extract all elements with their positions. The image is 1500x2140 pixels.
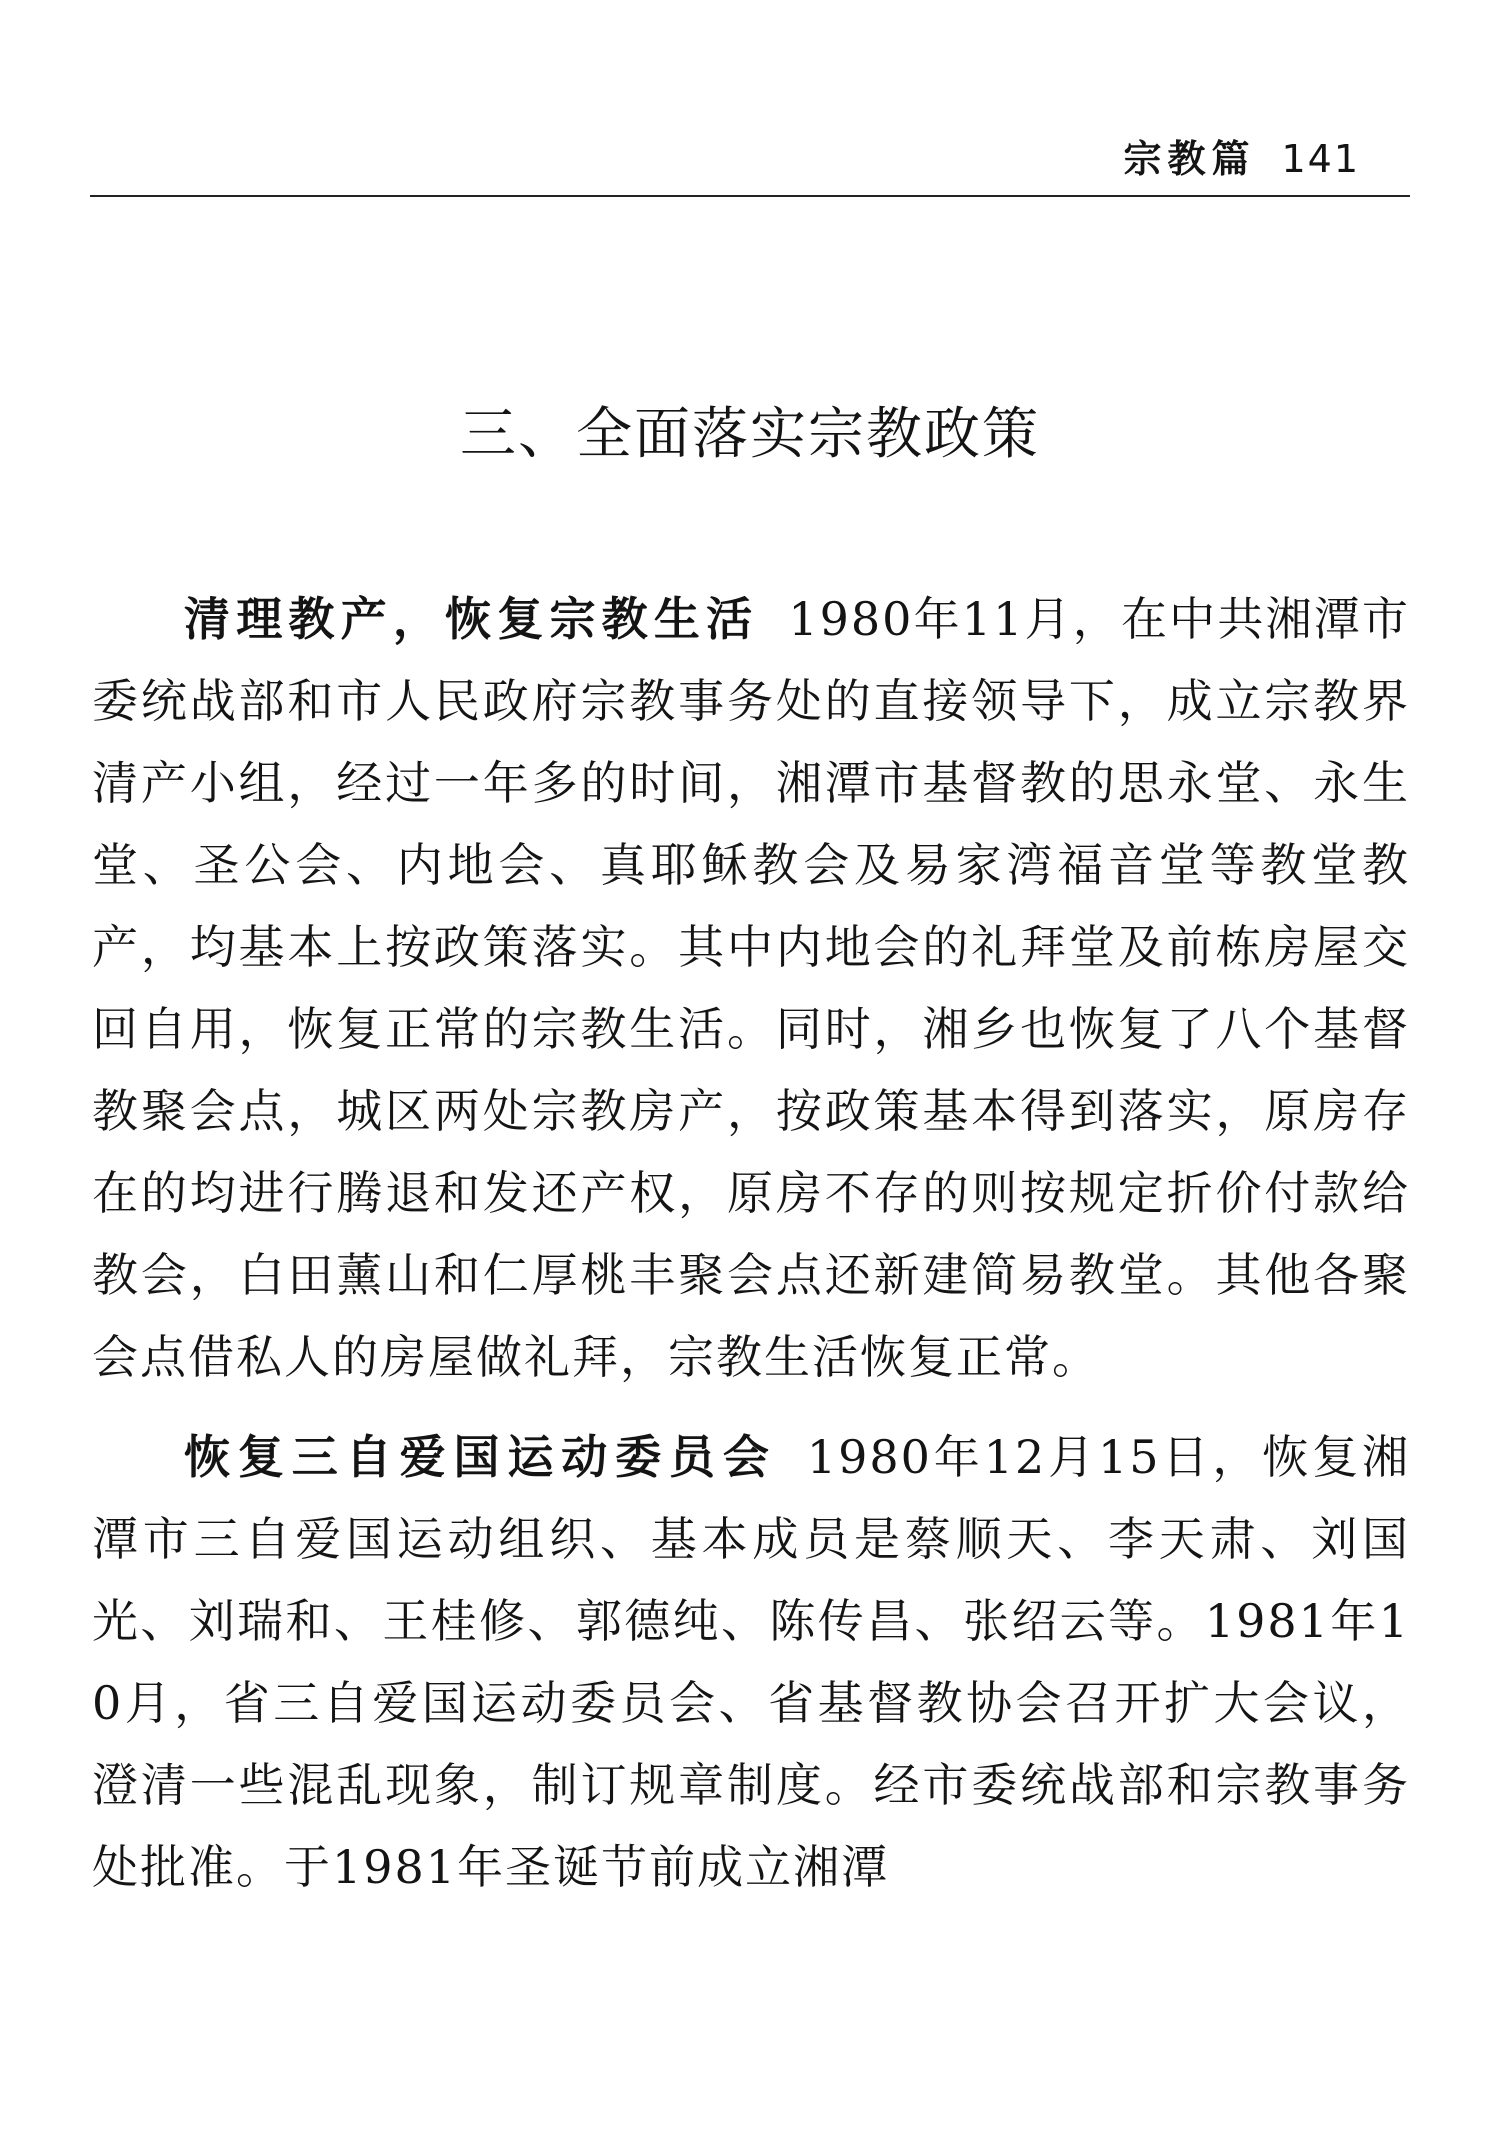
body-text bbox=[92, 578, 1410, 1908]
paragraph-three-self-committee bbox=[92, 1416, 1410, 1908]
section-title: 三、全面落实宗教政策 bbox=[460, 402, 1040, 467]
paragraph-clean-up-property bbox=[92, 578, 1410, 1398]
paragraph-text: 1980年11月，在中共湘潭市委统战部和市人民政府宗教事务处的直接领导下，成立宗教界清产小组，经过一年多的时间，湘潭市基督教的思永堂、永生堂、圣公会、内地会、真耶稣教会及易家湾福音堂等教堂教产，均基本上按政策落实。其中内地会的礼拜堂及前栋房屋交回自用，恢复正常的宗教生活。同时，湘乡也恢复了八个基督教聚会点，城区两处宗教房产，按政策基本得到落实，原房存在的均进行腾退和发还产权，原房不存的则按规定折价付款给教会，白田薰山和仁厚桃丰聚会点还新建简易教堂。其他各聚会点借私人的房屋做礼拜，宗教生活恢复正常。 bbox=[92, 592, 1411, 1384]
page-number: 141 bbox=[1281, 137, 1360, 181]
run-in-heading: 恢复三自爱国运动委员会 bbox=[184, 1430, 777, 1484]
running-head-section: 宗教篇 bbox=[1123, 136, 1256, 181]
header-rule bbox=[90, 195, 1410, 197]
paragraph-text: 1980年12月15日，恢复湘潭市三自爱国运动组织、基本成员是蔡顺天、李天肃、刘国光、刘瑞和、王桂修、郭德纯、陈传昌、张绍云等。1981年10月，省三自爱国运动委员会、省基督教协会召开扩大会议，澄清一些混乱现象，制订规章制度。经市委统战部和宗教事务处批准。于1981年圣诞节前成立湘潭 bbox=[92, 1430, 1410, 1894]
run-in-heading: 清理教产，恢复宗教生活 bbox=[184, 592, 759, 646]
running-head bbox=[1123, 128, 1360, 183]
